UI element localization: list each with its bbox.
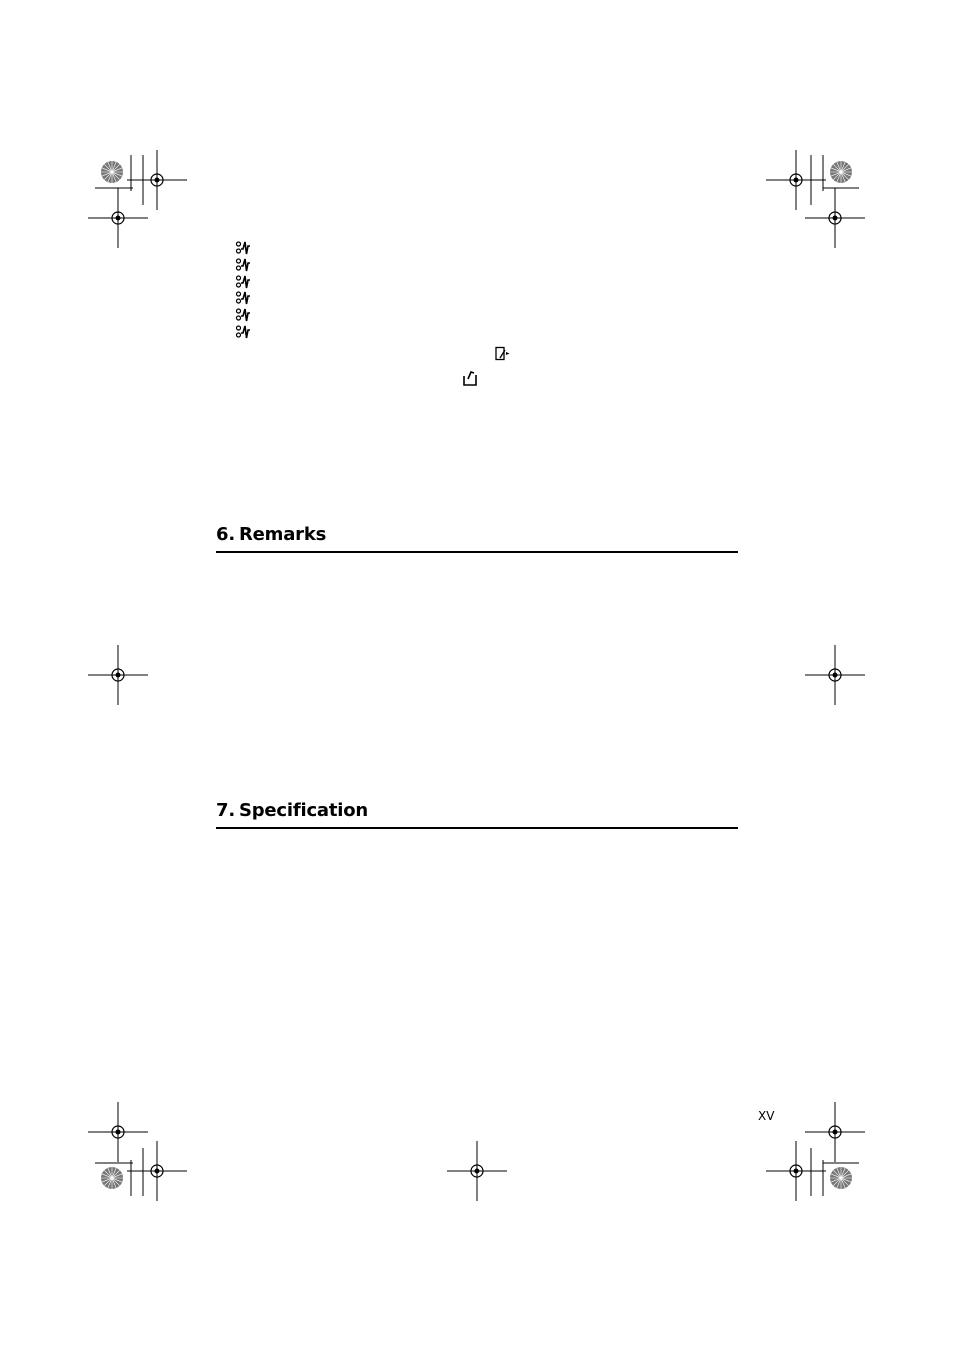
section-heading-specification bbox=[216, 800, 738, 829]
adjustment-wave-icon bbox=[235, 290, 251, 306]
section-number: 6. bbox=[216, 524, 235, 545]
page-number: XV bbox=[758, 1109, 775, 1123]
paper-exit-icon bbox=[462, 370, 478, 386]
section-number: 7. bbox=[216, 800, 235, 821]
adjustment-wave-icon bbox=[235, 240, 251, 256]
paper-feed-icon bbox=[494, 346, 510, 362]
section-heading-remarks bbox=[216, 524, 738, 553]
adjustment-wave-icon bbox=[235, 274, 251, 290]
section-title: Specification bbox=[238, 800, 369, 821]
adjustment-wave-icon bbox=[235, 257, 251, 273]
adjustment-wave-icon bbox=[235, 324, 251, 340]
adjustment-wave-icon bbox=[235, 307, 251, 323]
section-title: Remarks bbox=[238, 524, 327, 545]
